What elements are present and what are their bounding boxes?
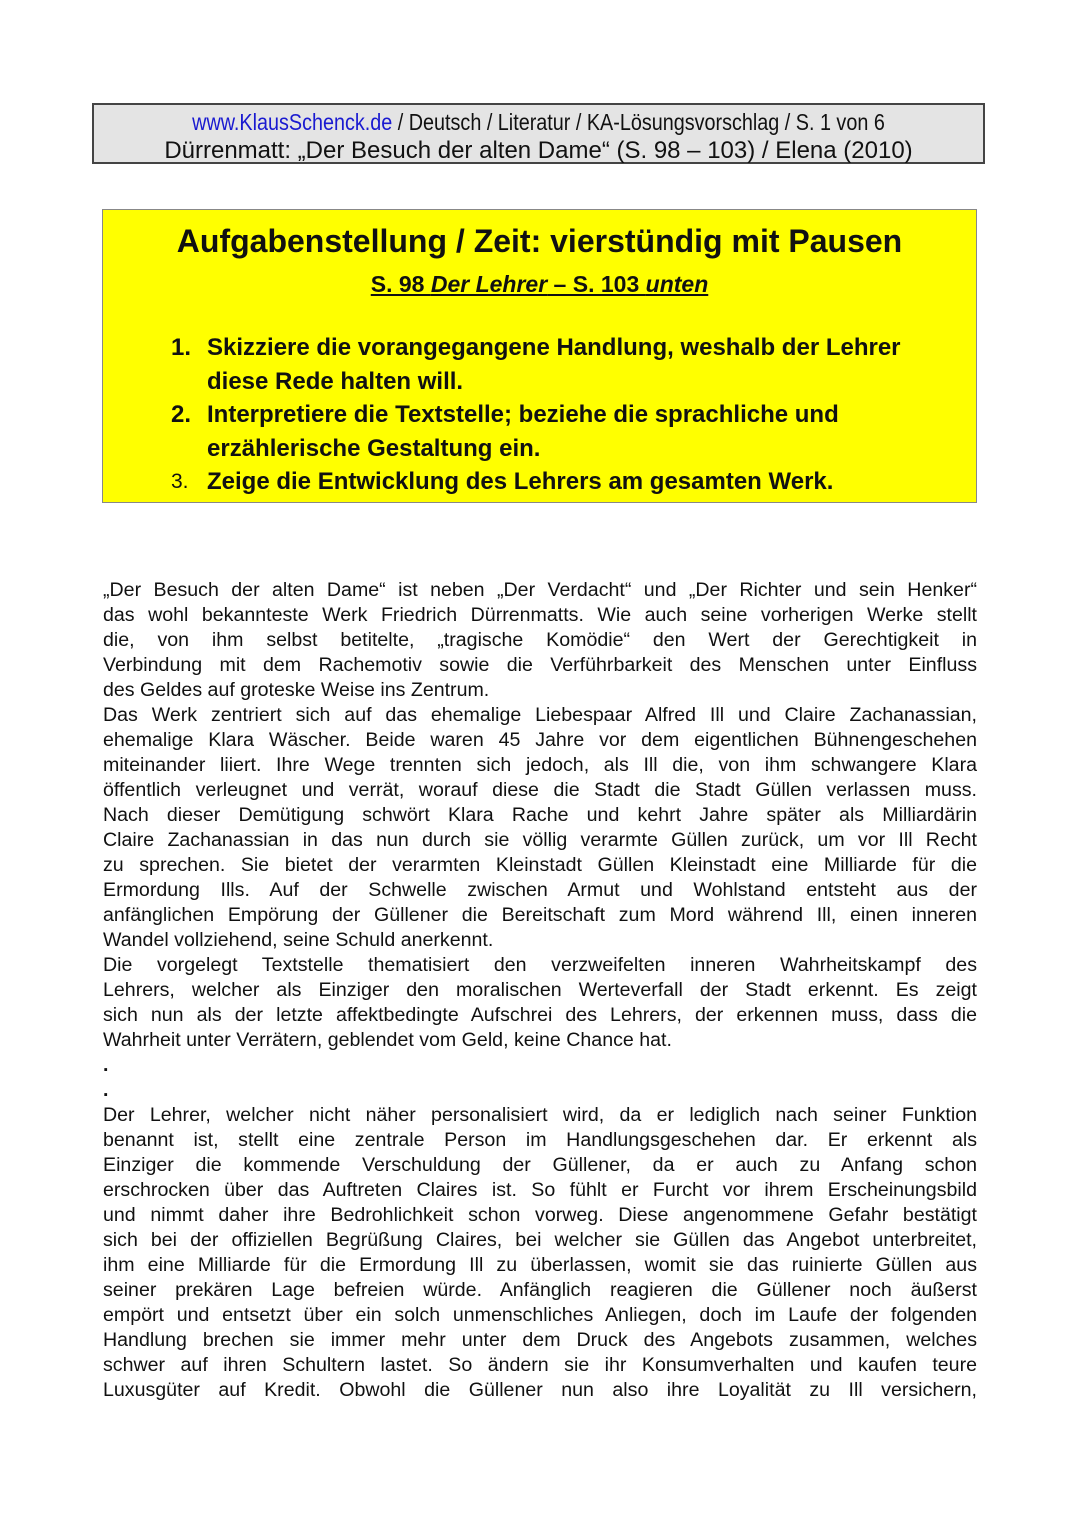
paragraph-marker (103, 1078, 977, 1103)
text-line: Luxusgüter auf Kredit. Obwohl die Güllener nun also ihre Loyalität zu Ill versichern, (103, 1379, 977, 1401)
essay-body (103, 578, 977, 1403)
task-text: Interpretiere die Textstelle; beziehe die sprachliche und erzählerische Gestaltung ein. (207, 401, 839, 462)
text-line: ehemalige Klara Wäscher. Beide waren 45 Jahre vor dem eigentlichen Bühnengeschehen (103, 729, 977, 751)
text-line: seiner prekären Lage befreien würde. Anfänglich reagieren die Güllener noch äußerst (103, 1279, 977, 1301)
text-line: Nach dieser Demütigung schwört Klara Rache und kehrt Jahre später als Milliardärin (103, 804, 977, 826)
task-number: 1. (171, 334, 192, 361)
task-number: 2. (171, 401, 192, 428)
text-line: zu sprechen. Sie bietet der verarmten Kleinstadt Güllen Kleinstadt eine Milliarde für die (103, 854, 977, 876)
text-line: sich nun als der letzte affektbedingte Aufschrei des Lehrers, der erkennen muss, dass die (103, 1004, 977, 1026)
text-line: Claire Zachanassian in das nun durch sie völlig verarmte Güllen zurück, um vor Ill Recht (103, 829, 977, 851)
header-breadcrumb (156, 109, 921, 135)
text-line: . (103, 1079, 109, 1101)
task-number: 3. (171, 470, 189, 493)
task-item (171, 465, 951, 499)
text-line: benannt ist, stellt eine zentrale Person im Handlungsgeschehen dar. Er erkennt als (103, 1129, 977, 1151)
task-list (171, 331, 951, 499)
text-line: Die vorgelegt Textstelle thematisiert den verzweifelten inneren Wahrheitskampf des (103, 954, 977, 976)
header-subtitle: Dürrenmatt: „Der Besuch der alten Dame“ (S. 98 – 103) / Elena (2010) (164, 137, 913, 164)
text-line: erschrocken über das Auftreten Claires ist. So fühlt er Furcht vor ihrem Erscheinungsbild (103, 1179, 977, 1201)
text-line: Lehrers, welcher als Einziger den moralischen Werteverfall der Stadt erkennt. Es zeigt (103, 979, 977, 1001)
text-line: „Der Besuch der alten Dame“ ist neben „Der Verdacht“ und „Der Richter und sein Henker“ (103, 579, 977, 601)
task-range (103, 270, 976, 298)
text-line: schwer auf ihren Schultern lastet. So ändern sie ihr Konsumverhalten und kaufen teure (103, 1354, 977, 1376)
task-text: Zeige die Entwicklung des Lehrers am gesamten Werk. (207, 468, 834, 495)
page-header (92, 103, 985, 164)
text-line: miteinander liiert. Ihre Wege trennten sich jedoch, als Ill die, von ihm schwangere Klara (103, 754, 977, 776)
task-item (171, 398, 951, 465)
task-item (171, 331, 951, 398)
text-line: das wohl bekannteste Werk Friedrich Dürrenmatts. Wie auch seine vorherigen Werke stellt (103, 604, 977, 626)
text-line: sich bei der offiziellen Begrüßung Claires, bei welcher sie Güllen das Angebot unterbreitet, (103, 1229, 977, 1251)
paragraph (103, 1103, 977, 1403)
site-link[interactable]: www.KlausSchenck.de (192, 109, 393, 135)
range-d: unten (645, 271, 709, 297)
range-a: S. 98 (370, 271, 431, 297)
task-title: Aufgabenstellung / Zeit: vierstündig mit Pausen (176, 223, 903, 259)
text-line: Wahrheit unter Verrätern, geblendet vom Geld, keine Chance hat. (103, 1029, 672, 1051)
text-line: . (103, 1054, 109, 1076)
text-line: ihm eine Milliarde für die Ermordung Ill zu überlassen, womit sie das ruinierte Güllen aus (103, 1254, 977, 1276)
text-line: Verbindung mit dem Rachemotiv sowie die Verführbarkeit des Menschen unter Einfluss (103, 654, 977, 676)
task-box (102, 209, 977, 503)
text-line: die, von ihm selbst betitelte, „tragische Komödie“ den Wert der Gerechtigkeit in (103, 629, 977, 651)
text-line: Ermordung Ills. Auf der Schwelle zwischen Armut und Wohlstand entsteht aus der (103, 879, 977, 901)
text-line: Wandel vollziehend, seine Schuld anerkennt. (103, 929, 494, 951)
text-line: Einziger die kommende Verschuldung der Güllener, da er auch zu Anfang schon (103, 1154, 977, 1176)
text-line: Handlung brechen sie immer mehr unter dem Druck des Angebots zusammen, welches (103, 1329, 977, 1351)
range-b: Der Lehrer (430, 271, 548, 297)
paragraph (103, 953, 977, 1053)
breadcrumb-path: / Deutsch / Literatur / KA-Lösungsvorschlag / S. 1 von 6 (392, 109, 885, 135)
text-line: Das Werk zentriert sich auf das ehemalige Liebespaar Alfred Ill und Claire Zachanassian, (103, 704, 977, 726)
text-line: Der Lehrer, welcher nicht näher personalisiert wird, da er lediglich nach seiner Funktion (103, 1104, 977, 1126)
task-text: Skizziere die vorangegangene Handlung, weshalb der Lehrer diese Rede halten will. (207, 334, 901, 395)
text-line: und nimmt daher ihre Bedrohlichkeit schon vorweg. Diese angenommene Gefahr bestätigt (103, 1204, 977, 1226)
text-line: empört und entsetzt über ein solch unmenschliches Anliegen, doch im Laufe der folgenden (103, 1304, 977, 1326)
text-line: anfänglichen Empörung der Güllener die Bereitschaft zum Mord während Ill, einen inneren (103, 904, 977, 926)
paragraph (103, 578, 977, 703)
text-line: öffentlich verleugnet und verrät, worauf diese die Stadt die Stadt Güllen verlassen muss. (103, 779, 977, 801)
text-line: des Geldes auf groteske Weise ins Zentrum. (103, 679, 490, 701)
paragraph (103, 703, 977, 953)
range-c: – S. 103 (547, 271, 646, 297)
paragraph-marker (103, 1053, 977, 1078)
